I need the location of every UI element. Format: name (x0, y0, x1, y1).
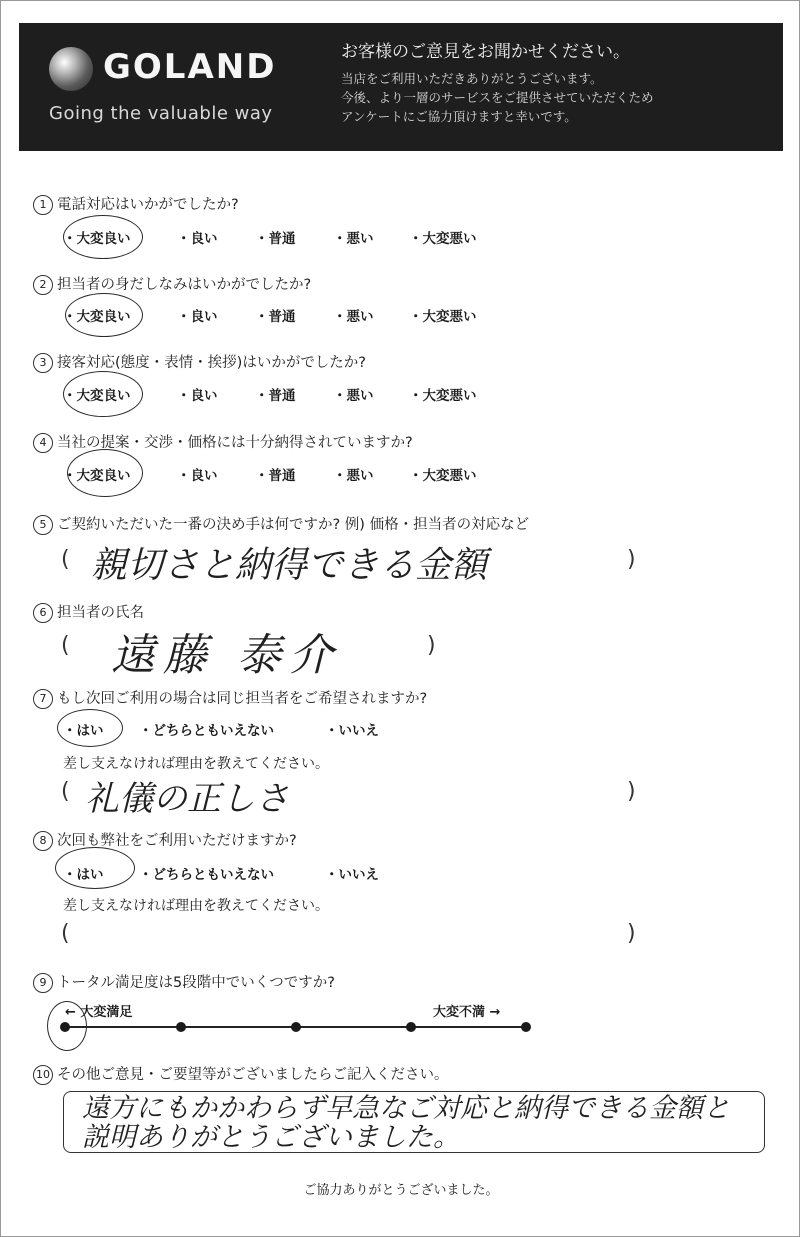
selection-circle (67, 449, 143, 497)
question-text: 担当者の氏名 (57, 605, 144, 621)
question-number: 2 (33, 275, 53, 295)
option-very-bad[interactable]: ・大変悪い (409, 309, 477, 325)
option-good[interactable]: ・良い (177, 231, 218, 247)
question-9 (33, 971, 335, 993)
reason-prompt: 差し支えなければ理由を教えてください。 (63, 898, 329, 914)
question-text: 次回も弊社をご利用いただけますか? (57, 833, 297, 849)
question-number: 1 (33, 195, 53, 215)
handwritten-answer[interactable]: 親切さと納得できる金額 (91, 545, 488, 586)
option-average[interactable]: ・普通 (255, 309, 296, 325)
scale-left-label: ← 大変満足 (65, 1005, 133, 1020)
paren-close: ) (427, 633, 436, 658)
option-bad[interactable]: ・悪い (333, 309, 374, 325)
header-message: 当店をご利用いただきありがとうございます。 今後、より一層のサービスをご提供させていただくため アンケートにご協力頂けますと幸いです。 (341, 71, 654, 124)
header-title: お客様のご意見をお聞かせください。 (341, 42, 630, 62)
question-text: 当社の提案・交渉・価格には十分納得されていますか? (57, 435, 413, 451)
question-3 (33, 351, 366, 373)
option-average[interactable]: ・普通 (255, 388, 296, 404)
handwritten-answer[interactable]: 遠藤 泰介 (111, 630, 341, 681)
option-neither[interactable]: ・どちらともいえない (139, 723, 274, 739)
question-4 (33, 431, 413, 453)
option-neither[interactable]: ・どちらともいえない (139, 867, 274, 883)
paren-close: ) (627, 921, 636, 946)
question-8 (33, 829, 297, 851)
option-very-bad[interactable]: ・大変悪い (409, 231, 477, 247)
selection-circle (63, 371, 143, 417)
option-no[interactable]: ・いいえ (325, 723, 379, 739)
option-yes[interactable]: ・はい (63, 723, 104, 739)
option-very-good[interactable]: ・大変良い (63, 388, 131, 404)
option-very-bad[interactable]: ・大変悪い (409, 388, 477, 404)
option-no[interactable]: ・いいえ (325, 867, 379, 883)
option-average[interactable]: ・普通 (255, 468, 296, 484)
question-1 (33, 193, 239, 215)
rating-dot-2[interactable] (176, 1022, 186, 1032)
paren-close: ) (627, 547, 636, 572)
scale-right-label: 大変不満 → (433, 1005, 501, 1020)
paren-close: ) (627, 779, 636, 804)
question-7 (33, 687, 427, 709)
comment-box[interactable] (63, 1091, 765, 1153)
question-number: 9 (33, 973, 53, 993)
rating-dot-5[interactable] (521, 1022, 531, 1032)
selection-circle (55, 847, 135, 889)
option-bad[interactable]: ・悪い (333, 468, 374, 484)
rating-dot-3[interactable] (291, 1022, 301, 1032)
option-very-good[interactable]: ・大変良い (63, 231, 131, 247)
selection-circle (57, 709, 123, 747)
option-good[interactable]: ・良い (177, 388, 218, 404)
option-very-good[interactable]: ・大変良い (63, 309, 131, 325)
reason-prompt: 差し支えなければ理由を教えてください。 (63, 756, 329, 772)
rating-selection-circle (47, 1001, 87, 1051)
question-text: 接客対応(態度・表情・挨拶)はいかがでしたか? (57, 355, 367, 371)
question-10 (33, 1063, 449, 1085)
question-number: 5 (33, 515, 53, 535)
selection-circle (63, 215, 143, 259)
question-text: トータル満足度は5段階中でいくつですか? (57, 975, 335, 991)
question-5 (33, 513, 529, 535)
paren-open: ( (61, 633, 70, 658)
question-number: 6 (33, 603, 53, 623)
option-average[interactable]: ・普通 (255, 231, 296, 247)
option-very-bad[interactable]: ・大変悪い (409, 468, 477, 484)
question-number: 8 (33, 831, 53, 851)
option-bad[interactable]: ・悪い (333, 231, 374, 247)
selection-circle (65, 293, 143, 337)
handwritten-answer[interactable]: 礼儀の正しさ (85, 779, 289, 819)
logo-sphere-icon (49, 47, 93, 91)
tagline: Going the valuable way (49, 103, 273, 124)
handwritten-comment: 遠方にもかかわらず早急なご対応と納得できる金額と説明ありがとうございました。 (82, 1093, 730, 1153)
question-number: 3 (33, 353, 53, 373)
paren-open: ( (61, 547, 70, 572)
header-banner (19, 23, 783, 151)
option-good[interactable]: ・良い (177, 468, 218, 484)
paren-open: ( (61, 921, 70, 946)
question-text: 電話対応はいかがでしたか? (57, 197, 239, 213)
option-good[interactable]: ・良い (177, 309, 218, 325)
question-2 (33, 273, 311, 295)
question-number: 4 (33, 433, 53, 453)
rating-dot-4[interactable] (406, 1022, 416, 1032)
question-text: ご契約いただいた一番の決め手は何ですか? 例) 価格・担当者の対応など (57, 517, 530, 533)
footer-thanks: ご協力ありがとうございました。 (303, 1183, 499, 1198)
question-number: 10 (33, 1065, 53, 1085)
logo-text: GOLAND (103, 47, 277, 87)
option-very-good[interactable]: ・大変良い (63, 468, 131, 484)
question-text: もし次回ご利用の場合は同じ担当者をご希望されますか? (57, 691, 428, 707)
question-text: 担当者の身だしなみはいかがでしたか? (57, 277, 312, 293)
option-bad[interactable]: ・悪い (333, 388, 374, 404)
option-yes[interactable]: ・はい (63, 867, 104, 883)
question-number: 7 (33, 689, 53, 709)
paren-open: ( (61, 779, 70, 804)
question-text: その他ご意見・ご要望等がございましたらご記入ください。 (57, 1067, 449, 1083)
